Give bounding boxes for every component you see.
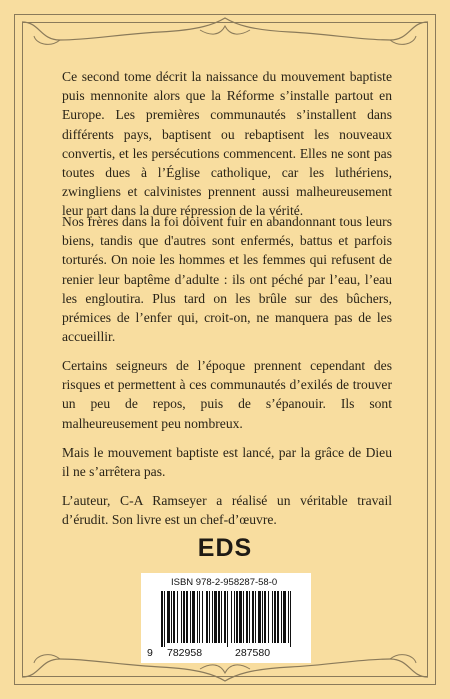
barcode-digits-left: 782958 [167, 647, 203, 659]
description-paragraph-2: Nos frères dans la foi doivent fuir en abandonnant tous leurs biens, tandis que d'autres sont enfermés, battus et parfois torturés. On noie les hommes et les femmes qui refusent de renier leur baptême d’adulte : ils ont péché par l’eau, l’eau les engloutira. Plus tard on les brûle sur des bûchers, prémices de l’enfer qui, croit-on, ne manquera pas de les accueillir. [62, 214, 392, 345]
barcode-digit-first: 9 [147, 647, 153, 659]
author-paragraph: L’auteur, C-A Ramseyer a réalisé un véritable travail d’érudit. Son livre est un chef-d’œuvre. [62, 493, 392, 528]
barcode-bars [157, 591, 297, 647]
top-flourish-ornament [0, 14, 450, 54]
description-paragraph-4: Mais le mouvement baptiste est lancé, par la grâce de Dieu il ne s’arrêtera pas. [62, 445, 392, 480]
isbn-barcode [141, 573, 311, 663]
description-paragraph-3: Certains seigneurs de l’époque prennent cependant des risques et permettent à ces communautés d’exilés de trouver un peu de repos, puis de s’épanouir. Ils sont malheureusement peu nombreux. [62, 358, 392, 431]
publisher-logo: EDS [197, 534, 253, 562]
barcode-digits-right: 287580 [235, 647, 271, 659]
description-paragraph-1: Ce second tome décrit la naissance du mouvement baptiste puis mennonite alors que la Réforme s’installe partout en Europe. Les premières communautés s’installent dans différents pays, baptisent ou rebaptisent les nouveaux convertis, et les persécutions commencent. Elles ne sont pas toutes dues à l’Église catholique, car les luthériens, zwingliens et calvinistes prennent aussi malheureusement leur part dans la dure répression de la vérité. [62, 69, 392, 219]
isbn-label: ISBN 978-2-958287-58-0 [171, 577, 278, 588]
